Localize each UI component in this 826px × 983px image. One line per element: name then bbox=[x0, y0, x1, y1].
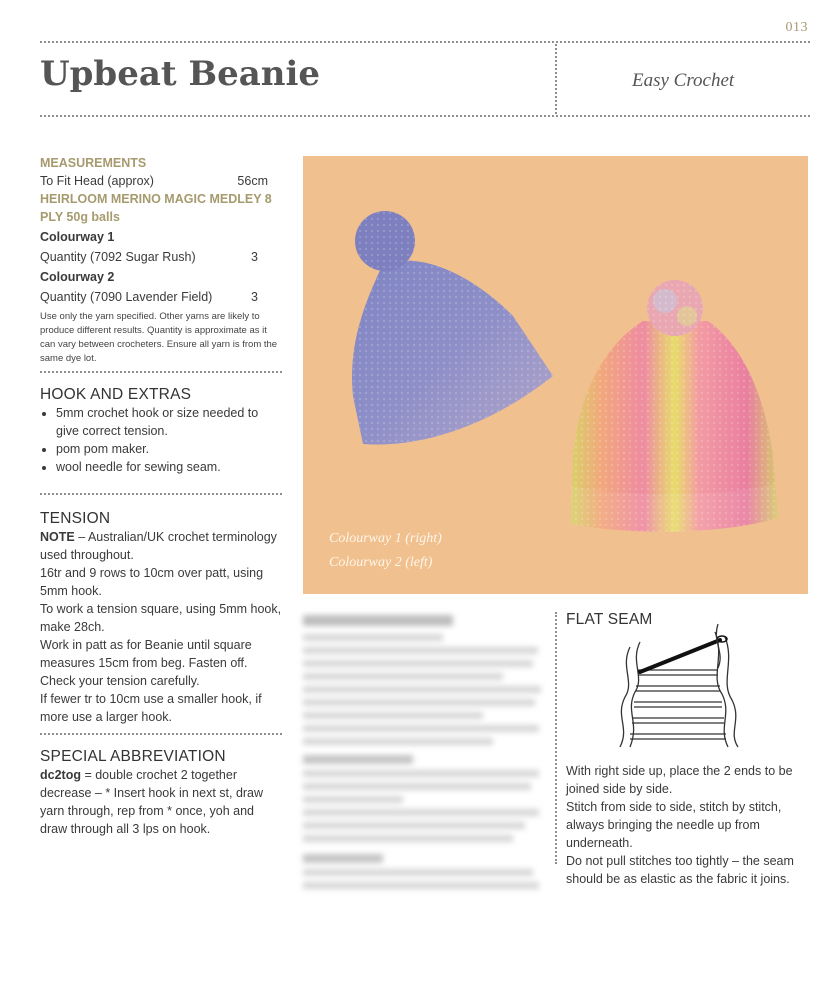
flat-seam-line: Stitch from side to side, stitch by stitch, always bringing the needle up from underneath. bbox=[566, 800, 782, 850]
tension-line: If fewer tr to 10cm use a smaller hook, if more use a larger hook. bbox=[40, 692, 262, 724]
measurements-section bbox=[40, 154, 282, 366]
tension-line: Work in patt as for Beanie until square measures 15cm from beg. Fasten off. bbox=[40, 638, 252, 670]
tension-line: To work a tension square, using 5mm hook, make 28ch. bbox=[40, 602, 282, 634]
yarn-note: Use only the yarn specified. Other yarns are likely to produce different results. Quantity is approximate as it can vary between crocheters. Ensure all yarn is from the same dye lot. bbox=[40, 311, 278, 364]
fit-value: 56cm bbox=[237, 174, 268, 188]
hook-heading: HOOK AND EXTRAS bbox=[40, 386, 192, 403]
photo-caption bbox=[329, 527, 442, 575]
hook-item: • wool needle for sewing seam. bbox=[56, 458, 282, 476]
abbreviation-definition: = double crochet 2 together decrease – * Insert hook in next st, draw yarn through, rep from * once, yoh and draw through all 3 lps on hook. bbox=[40, 768, 264, 836]
tension-note-text: – Australian/UK crochet terminology used throughout. bbox=[40, 530, 277, 562]
colourway1-row bbox=[40, 248, 282, 266]
header-bottom-rule bbox=[40, 115, 810, 117]
colourway1-qty-label: Quantity (7092 Sugar Rush) bbox=[40, 250, 196, 264]
tension-note-label: NOTE bbox=[40, 530, 75, 544]
header-divider bbox=[555, 44, 557, 114]
rule-2 bbox=[40, 493, 282, 495]
flat-seam-diagram bbox=[600, 622, 760, 752]
flat-seam-line: Do not pull stitches too tightly – the seam should be as elastic as the fabric it joins. bbox=[566, 854, 794, 886]
page-number: 013 bbox=[785, 20, 808, 35]
abbreviation-section bbox=[40, 748, 282, 838]
page-title: Upbeat Beanie bbox=[40, 54, 321, 94]
tension-heading: TENSION bbox=[40, 510, 111, 527]
yarn-heading: HEIRLOOM MERINO MAGIC MEDLEY 8 PLY 50g balls bbox=[40, 192, 272, 224]
hook-list bbox=[40, 404, 282, 476]
colourway1-qty: 3 bbox=[251, 250, 258, 264]
right-column-divider bbox=[555, 612, 557, 864]
beanie-photo bbox=[303, 156, 808, 594]
abbreviation-text bbox=[40, 766, 282, 838]
hook-section bbox=[40, 386, 282, 476]
colourway2-label: Colourway 2 bbox=[40, 270, 115, 284]
flat-seam-heading: FLAT SEAM bbox=[566, 611, 653, 628]
tension-line: Check your tension carefully. bbox=[40, 674, 200, 688]
abbreviation-term: dc2tog bbox=[40, 768, 81, 782]
hook-item: • 5mm crochet hook or size needed to give correct tension. bbox=[56, 404, 282, 440]
colourway2-qty: 3 bbox=[251, 290, 258, 304]
tension-section bbox=[40, 510, 282, 726]
hook-item: • pom pom maker. bbox=[56, 440, 282, 458]
caption-colourway2: Colourway 2 (left) bbox=[329, 555, 433, 570]
page-subtitle: Easy Crochet bbox=[632, 70, 735, 91]
header-top-rule bbox=[40, 41, 810, 43]
tension-line: 16tr and 9 rows to 10cm over patt, using 5mm hook. bbox=[40, 566, 264, 598]
abbreviation-heading: SPECIAL ABBREVIATION bbox=[40, 748, 226, 765]
flat-seam-line: With right side up, place the 2 ends to be joined side by side. bbox=[566, 764, 793, 796]
colourway2-row bbox=[40, 288, 282, 306]
fit-label: To Fit Head (approx) bbox=[40, 174, 154, 188]
obscured-pattern-text bbox=[303, 612, 543, 895]
colourway1-label: Colourway 1 bbox=[40, 230, 115, 244]
measurements-heading: MEASUREMENTS bbox=[40, 156, 147, 170]
fit-row bbox=[40, 172, 282, 190]
rule-1 bbox=[40, 371, 282, 373]
rule-3 bbox=[40, 733, 282, 735]
caption-colourway1: Colourway 1 (right) bbox=[329, 531, 442, 546]
tension-note bbox=[40, 528, 282, 564]
colourway2-qty-label: Quantity (7090 Lavender Field) bbox=[40, 290, 213, 304]
flat-seam-instructions bbox=[566, 762, 811, 888]
